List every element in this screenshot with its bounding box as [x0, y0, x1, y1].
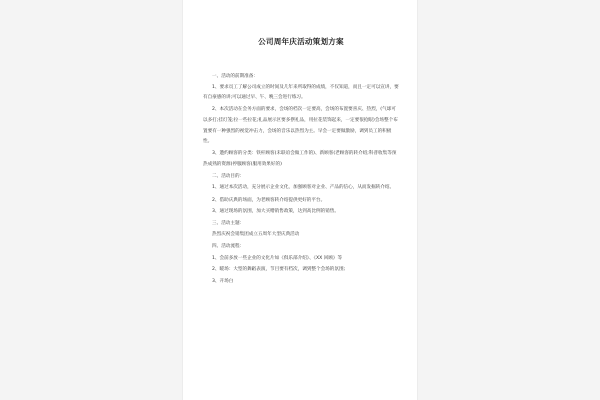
process-item-1: 1、会前多放一些企业的文化片如《俱乐部介绍》、《XX 回顾》等 — [212, 255, 343, 261]
process-item-2: 2、暖场：大型的舞蹈表演，节目要有档次，调到整个会场的氛围; — [212, 267, 346, 273]
process-item-3: 3、开场白 — [212, 278, 234, 284]
paragraph-item-2: 2、本次活动在会务方面的要求，会场的档次一定要高，会场的布置要喜庆、热烈，(气球可以多打;挂灯笼;拉一些拉花;礼品展示区要多摆礼品，用拉花装饰起来，一定要很抢眼)会场整个布置要有一种强烈的视觉冲击力，会场的音乐以热烈为主。早会一定要做激励，调到员工的积极性。 — [203, 106, 398, 145]
document-title: 公司周年庆活动策划方案 — [258, 37, 344, 46]
purpose-item-3: 3、通过现场的氛围，加大买赠销售政策，达到高比例的销售。 — [212, 209, 339, 215]
section-heading-process: 四、活动流程： — [212, 243, 245, 249]
section-heading-purpose: 二、活动目的： — [212, 174, 245, 180]
section-heading-preparation: 一、活动的前期准备： — [212, 74, 258, 79]
purpose-item-2: 2、借助庆典的场面，为老顾客转介绍提供更好的平台。 — [212, 197, 326, 203]
paragraph-item-3: 3、邀约顾客的分类：铁杆顾客(未联谊会做工作的)、新顾客(老顾客的转介绍;科普收集等预热成熟的资源)停服顾客(服用效果好的) — [203, 150, 397, 167]
theme-text: 热烈庆祝会销集团成立五周年大型庆典活动 — [212, 232, 300, 238]
paragraph-item-1: 1、要求员工了解公司成立的时间及几年来所取得的成绩，不仅知道，而且一定可以宣讲，要有自豪感的讲;可以通过早、午、晚三会进行练习。 — [203, 84, 399, 101]
purpose-item-1: 1、通过本次活动，充分展示企业文化，加强顾客对企业、产品的信心，从而发掘转介绍。 — [212, 184, 395, 190]
section-heading-theme: 三、活动主题： — [212, 220, 245, 226]
document-page — [183, 0, 417, 400]
